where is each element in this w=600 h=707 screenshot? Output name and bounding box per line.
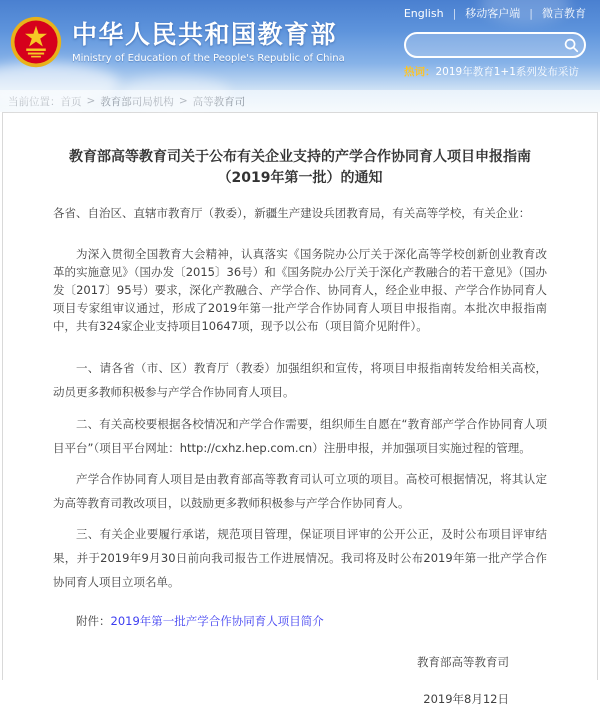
top-link-mobile-client[interactable]: 移动客户端 bbox=[465, 7, 521, 20]
link-separator: | bbox=[529, 7, 533, 20]
site-subtitle: Ministry of Education of the People's Republic of China bbox=[72, 53, 345, 64]
salutation: 各省、自治区、直辖市教育厅（教委），新疆生产建设兵团教育局，有关高等学校，有关企业： bbox=[53, 206, 531, 220]
top-link-english[interactable]: English bbox=[403, 7, 444, 20]
logo-text bbox=[72, 20, 345, 64]
body-paragraph-4: 产学合作协同育人项目是由教育部高等教育司认可立项的项目。高校可根据情况，将其认定为高等教育司教改项目，以鼓励更多教师积极参与产学合作协同育人。 bbox=[53, 472, 547, 510]
site-header bbox=[0, 0, 600, 90]
breadcrumb-link-departments[interactable]: 教育部司局机构 bbox=[100, 95, 174, 108]
cloud-decoration bbox=[120, 76, 230, 110]
search-button[interactable] bbox=[558, 34, 584, 56]
hotword-link[interactable]: 2019年教育1+1系列发布采访 bbox=[435, 66, 579, 78]
top-link-weiyan-education[interactable]: 微言教育 bbox=[542, 7, 586, 20]
attachment-row bbox=[53, 613, 547, 629]
notice-date: 2019年8月12日 bbox=[423, 692, 509, 706]
hotwords-label: 热词： bbox=[404, 66, 436, 78]
site-title: 中华人民共和国教育部 bbox=[72, 20, 338, 49]
body-paragraph-1: 为深入贯彻全国教育大会精神，认真落实《国务院办公厅关于深化高等学校创新创业教育改革的实施意见》（国办发〔2015〕36号）和《国务院办公厅关于深化产教融合的若干意见》（国办发〔2017〕95号）要求，深化产教融合、产学合作、协同育人，经企业申报、产学合作协同育人项目专家组审议通过，形成了2019年第一批产学合作协同育人项目申报指南。本批次申报指南中，共有324家企业支持项目10647项，现予以公布（项目简介见附件）。 bbox=[53, 247, 547, 333]
search-box bbox=[404, 32, 586, 58]
attachment-link[interactable]: 2019年第一批产学合作协同育人项目简介 bbox=[110, 614, 324, 628]
national-emblem-icon bbox=[10, 16, 62, 68]
signature: 教育部高等教育司 bbox=[417, 655, 509, 669]
attachment-label: 附件： bbox=[76, 614, 111, 628]
body-paragraph-5: 三、有关企业要履行承诺，规范项目管理，保证项目评审的公开公正，及时公布项目评审结果，并于2019年9月30日前向我司报告工作进展情况。我司将及时公布2019年第一批产学合作协同育人项目立项名单。 bbox=[53, 527, 547, 589]
top-links bbox=[404, 5, 586, 21]
body-paragraph-2: 一、请各省（市、区）教育厅（教委）加强组织和宣传，将项目申报指南转发给相关高校，动员更多教师积极参与产学合作协同育人项目。 bbox=[53, 361, 547, 399]
breadcrumb-separator: > bbox=[178, 95, 188, 107]
hotwords-bar bbox=[404, 64, 586, 79]
notice-title: 教育部高等教育司关于公布有关企业支持的产学合作协同育人项目申报指南（2019年第一批）的通知 bbox=[69, 149, 531, 186]
content-panel bbox=[2, 112, 598, 706]
breadcrumb-current: 高等教育司 bbox=[192, 95, 246, 108]
body-paragraph-3: 二、有关高校要根据各校情况和产学合作需要，组织师生自愿在“教育部产学合作协同育人项目平台”（项目平台网址：http://cxhz.hep.com.cn）注册申报，并加强项目实施过程的管理。 bbox=[53, 417, 547, 455]
link-separator: | bbox=[452, 7, 457, 20]
search-icon bbox=[564, 38, 579, 53]
site-logo[interactable] bbox=[10, 16, 345, 68]
search-input[interactable] bbox=[416, 35, 558, 55]
